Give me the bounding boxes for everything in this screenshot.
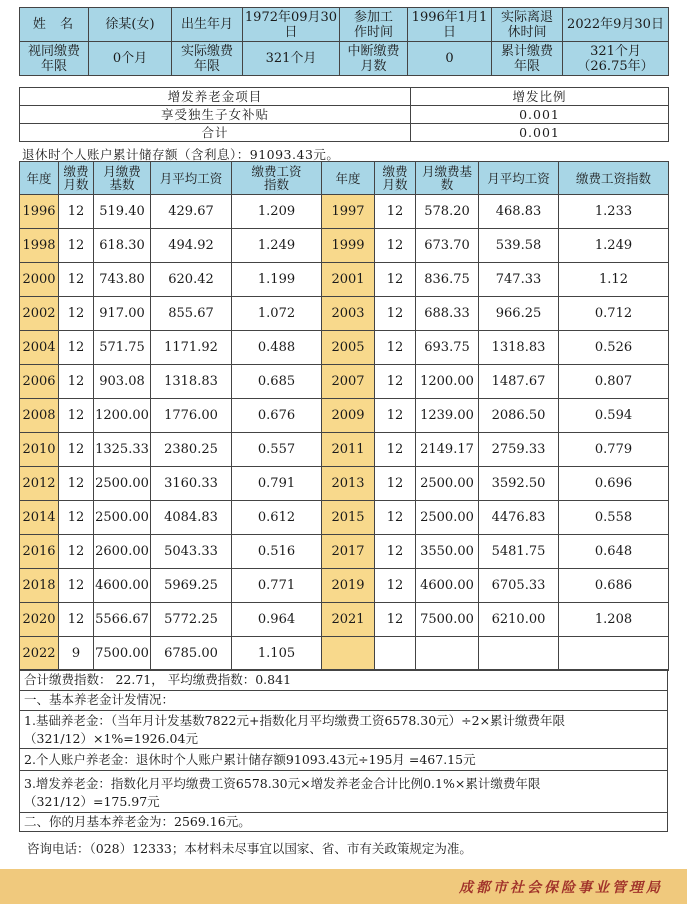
birth-value: 1972年09月30日 [243,8,340,42]
year-cell: 1997 [322,195,375,229]
increase-item-header: 增发养老金项目 [20,88,411,106]
months-cell: 12 [59,263,94,297]
col-avg-wage-2: 月平均工资 [479,162,559,195]
index-cell: 1.072 [232,297,322,331]
base-cell: 4600.00 [94,569,151,603]
index-cell: 1.199 [232,263,322,297]
col-index-2: 缴费工资指数 [559,162,669,195]
avg-wage-cell: 2380.25 [151,433,232,467]
table-row [20,195,669,229]
deemed-value: 0个月 [89,42,172,76]
contribution-header-row [20,162,669,195]
year-cell: 2013 [322,467,375,501]
year-cell: 2006 [20,365,59,399]
year-cell: 2010 [20,433,59,467]
months-cell: 12 [375,365,416,399]
base-cell: 673.70 [416,229,479,263]
avg-wage-cell: 5043.33 [151,535,232,569]
year-cell: 2021 [322,603,375,637]
base-cell: 1200.00 [416,365,479,399]
avg-wage-cell: 4476.83 [479,501,559,535]
year-cell: 2018 [20,569,59,603]
months-cell: 12 [375,603,416,637]
months-cell: 12 [59,535,94,569]
avg-wage-cell: 620.42 [151,263,232,297]
base-cell: 1200.00 [94,399,151,433]
avg-wage-cell: 1776.00 [151,399,232,433]
months-cell: 12 [375,297,416,331]
index-cell: 0.771 [232,569,322,603]
base-cell: 917.00 [94,297,151,331]
base-cell: 618.30 [94,229,151,263]
base-cell: 7500.00 [416,603,479,637]
months-cell: 12 [375,331,416,365]
retire-label: 实际离退休时间 [492,8,563,42]
increase-pension-item [19,771,668,813]
months-cell: 12 [59,569,94,603]
avg-wage-cell: 2759.33 [479,433,559,467]
avg-wage-cell: 468.83 [479,195,559,229]
months-cell: 12 [59,195,94,229]
interrupt-value: 0 [408,42,492,76]
avg-wage-cell: 494.92 [151,229,232,263]
avg-wage-cell: 429.67 [151,195,232,229]
index-cell: 0.686 [559,569,669,603]
base-cell: 743.80 [94,263,151,297]
months-cell: 12 [59,229,94,263]
contribution-body [20,195,669,671]
birth-label: 出生年月 [172,8,243,42]
index-cell: 0.712 [559,297,669,331]
year-cell: 1998 [20,229,59,263]
months-cell: 12 [375,535,416,569]
accumulated-balance: 退休时个人账户累计储存额（含利息）：91093.43元。 [22,147,340,162]
avg-wage-cell: 5772.25 [151,603,232,637]
months-cell: 12 [375,399,416,433]
table-row [20,229,669,263]
increase-row [20,106,669,124]
index-cell: 1.105 [232,637,322,671]
year-cell: 2005 [322,331,375,365]
increase-total-ratio: 0.001 [411,124,669,142]
year-cell: 2000 [20,263,59,297]
consult-note: 咨询电话：（028）12333；本材料未尽事宜以国家、省、市有关政策规定为准。 [27,841,472,856]
col-months: 缴费月数 [59,162,94,195]
increase-table [19,87,669,142]
base-cell: 836.75 [416,263,479,297]
work-start-label: 参加工作时间 [340,8,408,42]
total-pension: 二、你的月基本养老金为：2569.16元。 [19,812,668,832]
basic-pension-item [19,710,668,749]
avg-wage-cell: 855.67 [151,297,232,331]
year-cell: 2017 [322,535,375,569]
months-cell: 12 [375,501,416,535]
base-cell: 7500.00 [94,637,151,671]
basic-pension-line2: （321/12）×1%=1926.04元 [24,731,198,746]
avg-wage-cell: 5969.25 [151,569,232,603]
avg-wage-cell: 966.25 [479,297,559,331]
avg-wage-cell [479,637,559,671]
increase-item: 享受独生子女补贴 [20,106,411,124]
index-cell: 0.676 [232,399,322,433]
index-cell: 0.488 [232,331,322,365]
months-cell: 12 [375,263,416,297]
avg-wage-cell: 6210.00 [479,603,559,637]
months-cell [375,637,416,671]
work-start-value: 1996年1月1日 [408,8,492,42]
months-cell: 12 [59,467,94,501]
increase-total-item: 合计 [20,124,411,142]
avg-wage-cell: 539.58 [479,229,559,263]
base-cell: 693.75 [416,331,479,365]
year-cell: 2011 [322,433,375,467]
avg-wage-cell: 3592.50 [479,467,559,501]
year-cell: 2012 [20,467,59,501]
base-cell: 1325.33 [94,433,151,467]
index-cell: 0.791 [232,467,322,501]
increase-ratio: 0.001 [411,106,669,124]
year-cell: 2009 [322,399,375,433]
base-cell [416,637,479,671]
index-cell: 0.516 [232,535,322,569]
name-label: 姓 名 [20,8,89,42]
col-year: 年度 [20,162,59,195]
months-cell: 12 [59,603,94,637]
index-cell: 0.685 [232,365,322,399]
table-row [20,365,669,399]
col-months-2: 缴费月数 [375,162,416,195]
base-cell: 903.08 [94,365,151,399]
base-cell: 2500.00 [416,467,479,501]
base-cell: 2500.00 [416,501,479,535]
index-cell: 1.209 [232,195,322,229]
index-cell: 0.557 [232,433,322,467]
avg-wage-cell: 1318.83 [151,365,232,399]
increase-ratio-header: 增发比例 [411,88,669,106]
months-cell: 12 [59,297,94,331]
index-cell: 0.696 [559,467,669,501]
year-cell: 2015 [322,501,375,535]
months-cell: 12 [375,569,416,603]
index-summary: 合计缴费指数： 22.71， 平均缴费指数：0.841 [19,669,668,691]
year-cell: 2004 [20,331,59,365]
footer-band [0,869,687,904]
months-cell: 9 [59,637,94,671]
year-cell: 2008 [20,399,59,433]
increase-header-row [20,88,669,106]
name-value: 徐某(女) [89,8,172,42]
avg-wage-cell: 2086.50 [479,399,559,433]
increase-total-row [20,124,669,142]
index-cell: 1.233 [559,195,669,229]
base-cell: 519.40 [94,195,151,229]
base-cell: 3550.00 [416,535,479,569]
months-cell: 12 [59,433,94,467]
interrupt-label: 中断缴费月数 [340,42,408,76]
table-row [20,263,669,297]
table-row [20,297,669,331]
col-avg-wage: 月平均工资 [151,162,232,195]
months-cell: 12 [375,467,416,501]
table-row [20,501,669,535]
base-cell: 571.75 [94,331,151,365]
months-cell: 12 [59,501,94,535]
index-cell [559,637,669,671]
table-row [20,331,669,365]
avg-wage-cell: 1318.83 [479,331,559,365]
year-cell: 2003 [322,297,375,331]
year-cell: 2019 [322,569,375,603]
personal-info-table [19,7,669,76]
months-cell: 12 [59,399,94,433]
index-cell: 0.964 [232,603,322,637]
avg-wage-cell: 1171.92 [151,331,232,365]
index-cell: 0.648 [559,535,669,569]
index-cell: 1.249 [232,229,322,263]
year-cell: 2001 [322,263,375,297]
index-cell: 0.558 [559,501,669,535]
index-cell: 0.526 [559,331,669,365]
increase-pension-line1: 3.增发养老金：指数化月平均缴费工资6578.30元×增发养老金合计比例0.1%×累计缴费年限 [24,776,541,791]
index-cell: 1.208 [559,603,669,637]
organization-name: 成都市社会保险事业管理局 [459,880,663,896]
table-row [20,603,669,637]
table-row [20,433,669,467]
actual-label: 实际缴费年限 [172,42,243,76]
info-row-1 [20,8,669,42]
cumulative-label: 累计缴费年限 [492,42,563,76]
col-base-2: 月缴费基数 [416,162,479,195]
year-cell [322,637,375,671]
avg-wage-cell: 747.33 [479,263,559,297]
year-cell: 2007 [322,365,375,399]
cumulative-years: （26.75年） [577,58,654,74]
months-cell: 12 [375,433,416,467]
table-row [20,399,669,433]
months-cell: 12 [59,365,94,399]
avg-wage-cell: 5481.75 [479,535,559,569]
months-cell: 12 [59,331,94,365]
index-cell: 0.779 [559,433,669,467]
base-cell: 2600.00 [94,535,151,569]
base-cell: 5566.67 [94,603,151,637]
avg-wage-cell: 4084.83 [151,501,232,535]
table-row [20,637,669,671]
col-year-2: 年度 [322,162,375,195]
year-cell: 2020 [20,603,59,637]
info-row-2 [20,42,669,76]
base-cell: 1239.00 [416,399,479,433]
base-cell: 4600.00 [416,569,479,603]
cumulative-value [563,42,669,76]
year-cell: 2016 [20,535,59,569]
retire-value: 2022年9月30日 [563,8,669,42]
months-cell: 12 [375,195,416,229]
year-cell: 2014 [20,501,59,535]
col-base: 月缴费基数 [94,162,151,195]
table-row [20,569,669,603]
actual-value: 321个月 [243,42,340,76]
year-cell: 1996 [20,195,59,229]
avg-wage-cell: 6785.00 [151,637,232,671]
index-cell: 0.594 [559,399,669,433]
increase-pension-line2: （321/12）=175.97元 [24,794,160,809]
year-cell: 2022 [20,637,59,671]
base-cell: 2500.00 [94,501,151,535]
base-cell: 2149.17 [416,433,479,467]
col-index: 缴费工资指数 [232,162,322,195]
avg-wage-cell: 6705.33 [479,569,559,603]
personal-account-pension: 2.个人账户养老金：退休时个人账户累计储存额91093.43元÷195月 =467.15元 [19,749,668,771]
index-cell: 1.249 [559,229,669,263]
year-cell: 1999 [322,229,375,263]
index-cell: 0.612 [232,501,322,535]
basic-pension-line1: 1.基础养老金：（当年月计发基数7822元+指数化月平均缴费工资6578.30元）÷2×累计缴费年限 [24,713,566,728]
contribution-table [19,161,669,671]
deemed-label: 视同缴费年限 [20,42,89,76]
base-cell: 2500.00 [94,467,151,501]
base-cell: 578.20 [416,195,479,229]
table-row [20,467,669,501]
section1-title: 一、基本养老金计发情况： [19,690,668,711]
base-cell: 688.33 [416,297,479,331]
months-cell: 12 [375,229,416,263]
avg-wage-cell: 1487.67 [479,365,559,399]
cumulative-months: 321个月 [590,43,641,59]
avg-wage-cell: 3160.33 [151,467,232,501]
index-cell: 0.807 [559,365,669,399]
index-cell: 1.12 [559,263,669,297]
year-cell: 2002 [20,297,59,331]
table-row [20,535,669,569]
